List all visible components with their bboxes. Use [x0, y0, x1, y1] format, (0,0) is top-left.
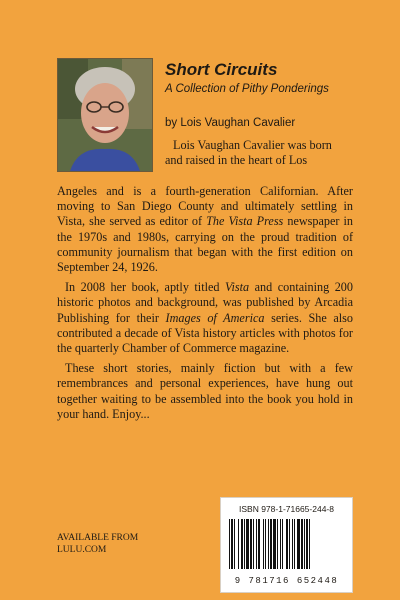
book-title: Short Circuits [165, 60, 278, 79]
isbn-label: ISBN 978-1-71665-244-8 [239, 504, 334, 514]
series-name: Images of America [165, 310, 265, 325]
bio-paragraph-3: These short stories, mainly fiction but with a few remembrances and personal experiences, have hung out together waiting to be assembled into the book you hold in your hand. Enjoy... [57, 361, 353, 421]
author-byline: by Lois Vaughan Cavalier [165, 117, 296, 129]
author-portrait-image [58, 59, 152, 171]
availability-note [57, 532, 138, 556]
bio-paragraph-1-start [165, 138, 353, 168]
barcode-icon [227, 519, 346, 569]
availability-line-2: LULU.COM [57, 545, 107, 555]
author-photo [57, 58, 153, 172]
back-cover-blurb [57, 184, 353, 427]
isbn-barcode-box [220, 497, 353, 593]
newspaper-name: The Vista Press [206, 214, 284, 229]
book-subtitle: A Collection of Pithy Ponderings [165, 83, 329, 95]
availability-line-1: AVAILABLE FROM [57, 533, 139, 543]
bio-line: Lois Vaughan Cavalier was born [173, 138, 332, 152]
bio-paragraph-1: Angeles and is a fourth-generation Californian. After moving to San Diego County and ultimately settling in Vista, she served as editor of The Vista Press newspaper in the 1970s and 1980s, carrying on the proud tradition of community journalism that began with the first edition on September 24, 1926. [57, 184, 354, 275]
bio-line: and raised in the heart of Los [165, 153, 308, 168]
barcode-digits: 9 781716 652448 [234, 576, 339, 586]
book-name-vista: Vista [224, 280, 250, 295]
bio-paragraph-2: In 2008 her book, aptly titled Vista and containing 200 historic photos and background, was published by Arcadia Publishing for their Images of America series. She also contributed a decade of Vista history articles with photos for the quarterly Chamber of Commerce magazine. [57, 280, 354, 356]
